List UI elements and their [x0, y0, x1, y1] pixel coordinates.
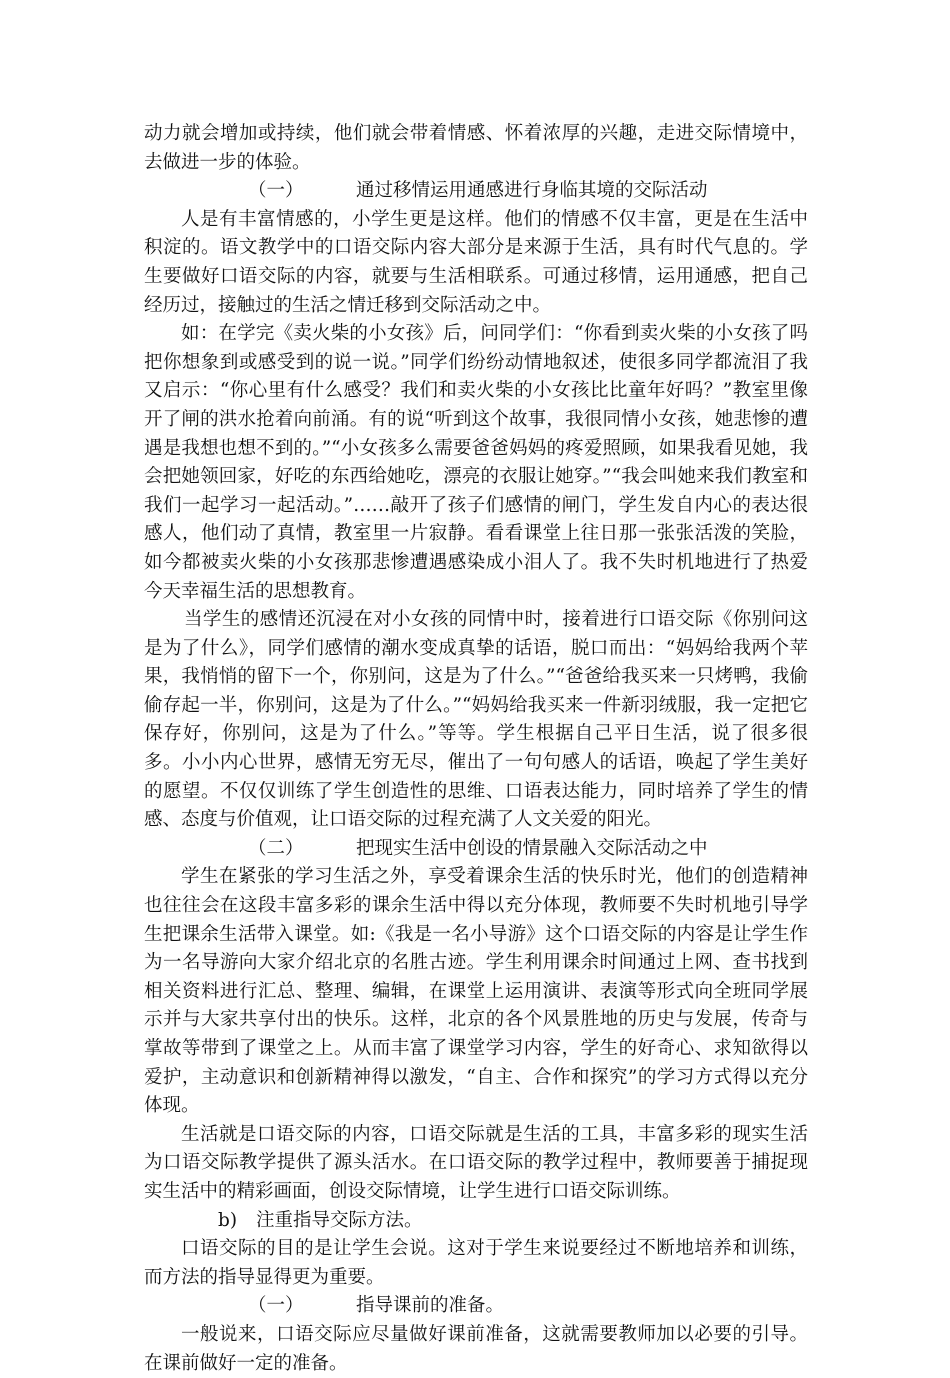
section-heading: [144, 177, 808, 206]
section-heading: [144, 1292, 808, 1321]
section-title: 指导课前的准备。: [356, 1295, 505, 1317]
paragraph: 口语交际的目的是让学生会说。这对于学生来说要经过不断地培养和训练，而方法的指导显得更为重要。: [144, 1238, 808, 1288]
section-title: 注重指导交际方法。: [256, 1209, 423, 1231]
section-title: 通过移情运用通感进行身临其境的交际活动: [356, 180, 708, 202]
section-number: （二）: [248, 837, 304, 859]
section-heading: [144, 1207, 808, 1236]
section-heading: [144, 835, 808, 864]
paragraph: 当学生的感情还沉浸在对小女孩的同情中时，接着进行口语交际《你别问这是为了什么》，同学们感情的潮水变成真挚的话语，脱口而出：“妈妈给我两个苹果，我悄悄的留下一个，你别问，这是为了什么。”“爸爸给我买来一只烤鸭，我偷偷存起一半，你别问，这是为了什么。”“妈妈给我买来一件新羽绒服，我一定把它保存好，你别问，这是为了什么。”等等。学生根据自己平日生活，说了很多很多。小小内心世界，感情无穷无尽，催出了一句句感人的话语，唤起了学生美好的愿望。不仅仅训练了学生创造性的思维、口语表达能力，同时培养了学生的情感、态度与价值观，让口语交际的过程充满了人文关爱的阳光。: [144, 609, 808, 831]
paragraph: 如：在学完《卖火柴的小女孩》后，问同学们：“你看到卖火柴的小女孩了吗把你想象到或感受到的说一说。”同学们纷纷动情地叙述，使很多同学都流泪了我又启示：“你心里有什么感受？我们和卖火柴的小女孩比比童年好吗？”教室里像开了闸的洪水抢着向前涌。有的说“听到这个故事，我很同情小女孩，她悲惨的遭遇是我想也想不到的。”“小女孩多么需要爸爸妈妈的疼爱照顾，如果我看见她，我会把她领回家，好吃的东西给她吃，漂亮的衣服让她穿。”“我会叫她来我们教室和我们一起学习一起活动。”……敲开了孩子们感情的闸门，学生发自内心的表达很感人，他们动了真情，教室里一片寂静。看看课堂上往日那一张张活泼的笑脸，如今都被卖火柴的小女孩那悲惨遭遇感染成小泪人了。我不失时机地进行了热爱今天幸福生活的思想教育。: [144, 323, 808, 602]
paragraph: 学生在紧张的学习生活之外，享受着课余生活的快乐时光，他们的创造精神也往往会在这段丰富多彩的课余生活中得以充分体现，教师要不失时机地引导学生把课余生活带入课堂。如:《我是一名小导游》这个口语交际的内容是让学生作为一名导游向大家介绍北京的名胜古迹。学生利用课余时间通过上网、查书找到相关资料进行汇总、整理、编辑，在课堂上运用演讲、表演等形式向全班同学展示并与大家共享付出的快乐。这样，北京的各个风景胜地的历史与发展，传奇与掌故等带到了课堂之上。从而丰富了课堂学习内容，学生的好奇心、求知欲得以爱护，主动意识和创新精神得以激发，“自主、合作和探究”的学习方式得以充分体现。: [144, 866, 808, 1117]
section-number: （一）: [248, 1295, 304, 1317]
paragraph: 一般说来，口语交际应尽量做好课前准备，这就需要教师加以必要的引导。在课前做好一定的准备。: [144, 1323, 808, 1374]
section-number: （一）: [248, 180, 304, 202]
paragraph: 人是有丰富情感的，小学生更是这样。他们的情感不仅丰富，更是在生活中积淀的。语文教学中的口语交际内容大部分是来源于生活，具有时代气息的。学生要做好口语交际的内容，就要与生活相联系。可通过移情，运用通感，把自己经历过，接触过的生活之情迁移到交际活动之中。: [144, 208, 808, 316]
section-number: b): [218, 1209, 238, 1231]
paragraph: 生活就是口语交际的内容，口语交际就是生活的工具，丰富多彩的现实生活为口语交际教学提供了源头活水。在口语交际的教学过程中，教师要善于捕捉现实生活中的精彩画面，创设交际情境，让学生进行口语交际训练。: [144, 1123, 808, 1202]
document-page: [144, 120, 808, 1378]
section-title: 把现实生活中创设的情景融入交际活动之中: [356, 837, 708, 859]
paragraph: 动力就会增加或持续，他们就会带着情感、怀着浓厚的兴趣，走进交际情境中，去做进一步的体验。: [144, 123, 808, 173]
